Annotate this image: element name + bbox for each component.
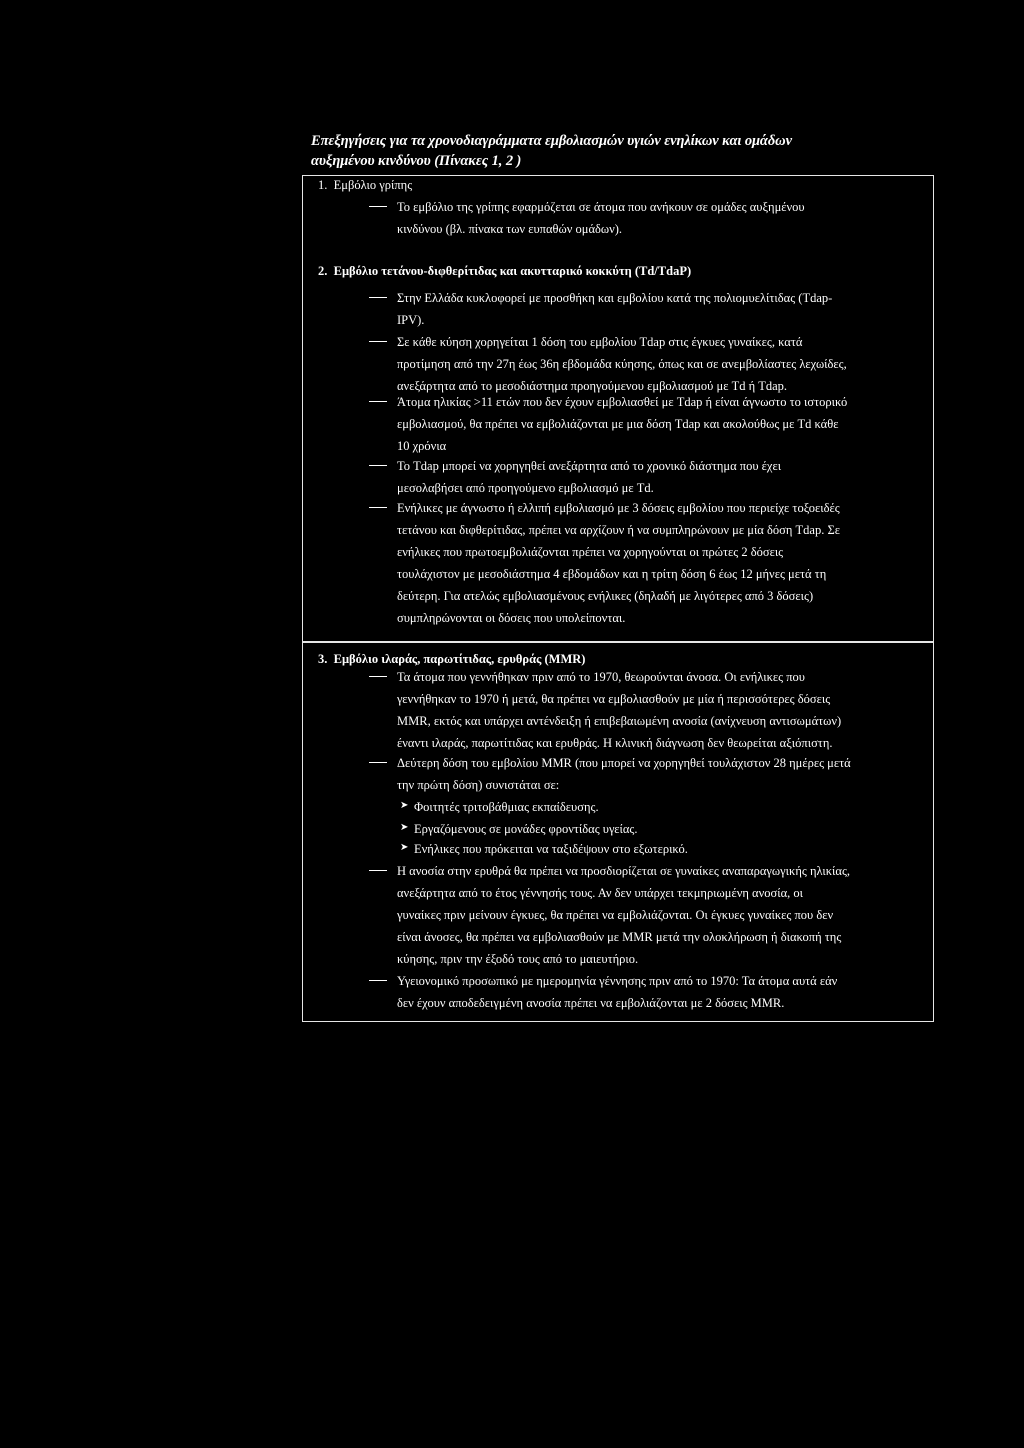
list-item: Το εμβόλιο της γρίπης εφαρμόζεται σε άτομα που ανήκουν σε ομάδες αυξημένου κινδύνου (βλ. πίνακα των ευπαθών ομάδων). [397, 196, 930, 240]
dash-bullet-icon [369, 341, 387, 342]
section-number: 1. [318, 178, 328, 192]
list-item: Σε κάθε κύηση χορηγείται 1 δόση του εμβολίου Tdap στις έγκυες γυναίκες, κατά προτίμηση από την 27η έως 36η εβδομάδα κύησης, όπως και σε ανεμβολίαστες λεχωίδες, ανεξάρτητα από το μεσοδιάστημα προηγούμενου εμβολιασμού με Td ή Tdap. [397, 331, 930, 397]
arrow-bullet-icon: ➤ [400, 842, 409, 853]
list-item: Δεύτερη δόση του εμβολίου MMR (που μπορεί να χορηγηθεί τουλάχιστον 28 ημέρες μετά την πρώτη δόση) συνιστάται σε: [397, 752, 930, 796]
section-title: Εμβόλιο ιλαράς, παρωτίτιδας, ερυθράς (MMR) [333, 652, 586, 666]
dash-bullet-icon [369, 870, 387, 871]
section-2-heading [318, 262, 691, 280]
dash-bullet-icon [369, 762, 387, 763]
arrow-bullet-icon: ➤ [400, 822, 409, 833]
dash-bullet-icon [369, 507, 387, 508]
dash-bullet-icon [369, 465, 387, 466]
list-item: Στην Ελλάδα κυκλοφορεί με προσθήκη και εμβολίου κατά της πολιομυελίτιδας (Tdap- IPV). [397, 287, 930, 331]
section-title: Εμβόλιο τετάνου-διφθερίτιδας και ακυτταρικό κοκκύτη (Td/TdaP) [333, 264, 692, 278]
list-item: Τα άτομα που γεννήθηκαν πριν από το 1970, θεωρούνται άνοσα. Οι ενήλικες που γεννήθηκαν το 1970 ή μετά, θα πρέπει να εμβολιασθούν με μία ή περισσότερες δόσεις MMR, εκτός και υπάρχει αντένδειξη ή επιβεβαιωμένη ανοσία (ανίχνευση αντισωμάτων) έναντι ιλαράς, παρωτίτιδας και ερυθράς. Η κλινική διάγνωση δεν θεωρείται αξιόπιστη. [397, 666, 930, 754]
section-1-heading [318, 176, 412, 194]
dash-bullet-icon [369, 676, 387, 677]
section-number: 2. [318, 264, 328, 278]
sub-list-item: ➤ Ενήλικες που πρόκειται να ταξιδέψουν στο εξωτερικό. [400, 842, 688, 856]
sub-list-item: ➤ Φοιτητές τριτοβάθμιας εκπαίδευσης. [400, 800, 599, 814]
page-title [311, 131, 951, 171]
section-number: 3. [318, 652, 328, 666]
section-title: Εμβόλιο γρίπης [333, 178, 413, 192]
dash-bullet-icon [369, 401, 387, 402]
list-item: Ενήλικες με άγνωστο ή ελλιπή εμβολιασμό με 3 δόσεις εμβολίου που περιείχε τοξοειδές τετάνου και διφθερίτιδας, πρέπει να αρχίζουν ή να συμπληρώνουν με μία δόση Tdap. Σε ενήλικες που πρωτοεμβολιάζονται πρέπει να χορηγούνται οι πρώτες 2 δόσεις τουλάχιστον με μεσοδιάστημα 4 εβδομάδων και η τρίτη δόση 6 έως 12 μήνες μετά τη δεύτερη. Για ατελώς εμβολιασμένους ενήλικες (δηλαδή με λιγότερες από 3 δόσεις) συμπληρώνονται οι δόσεις που υπολείπονται. [397, 497, 930, 629]
list-item: Άτομα ηλικίας >11 ετών που δεν έχουν εμβολιασθεί με Tdap ή είναι άγνωστο το ιστορικό εμβολιασμού, θα πρέπει να εμβολιάζονται με μια δόση Tdap και ακολούθως με Td κάθε 10 χρόνια [397, 391, 930, 457]
title-line: αυξημένου κινδύνου (Πίνακες 1, 2 ) [311, 153, 522, 169]
sub-list-item: ➤ Εργαζόμενους σε μονάδες φροντίδας υγείας. [400, 822, 638, 836]
list-item: Η ανοσία στην ερυθρά θα πρέπει να προσδιορίζεται σε γυναίκες αναπαραγωγικής ηλικίας, ανεξάρτητα από το έτος γέννησής τους. Αν δεν υπάρχει τεκμηριωμένη ανοσία, οι γυναίκες πριν μείνουν έγκυες, θα πρέπει να εμβολιάζονται. Οι έγκυες γυναίκες που δεν είναι άνοσες, θα πρέπει να εμβολιασθούν με MMR μετά την ολοκλήρωση ή διακοπή της κύησης, πριν την έξοδό τους από το μαιευτήριο. [397, 860, 930, 970]
title-line: Επεξηγήσεις για τα χρονοδιαγράμματα εμβολιασμών υγιών ενηλίκων και ομάδων [311, 133, 792, 149]
dash-bullet-icon [369, 297, 387, 298]
arrow-bullet-icon: ➤ [400, 800, 409, 811]
list-item: Υγειονομικό προσωπικό με ημερομηνία γέννησης πριν από το 1970: Τα άτομα αυτά εάν δεν έχουν αποδεδειγμένη ανοσία πρέπει να εμβολιάζονται με 2 δόσεις MMR. [397, 970, 930, 1014]
dash-bullet-icon [369, 206, 387, 207]
dash-bullet-icon [369, 980, 387, 981]
list-item: Το Tdap μπορεί να χορηγηθεί ανεξάρτητα από το χρονικό διάστημα που έχει μεσολαβήσει από προηγούμενο εμβολιασμό με Td. [397, 455, 930, 499]
